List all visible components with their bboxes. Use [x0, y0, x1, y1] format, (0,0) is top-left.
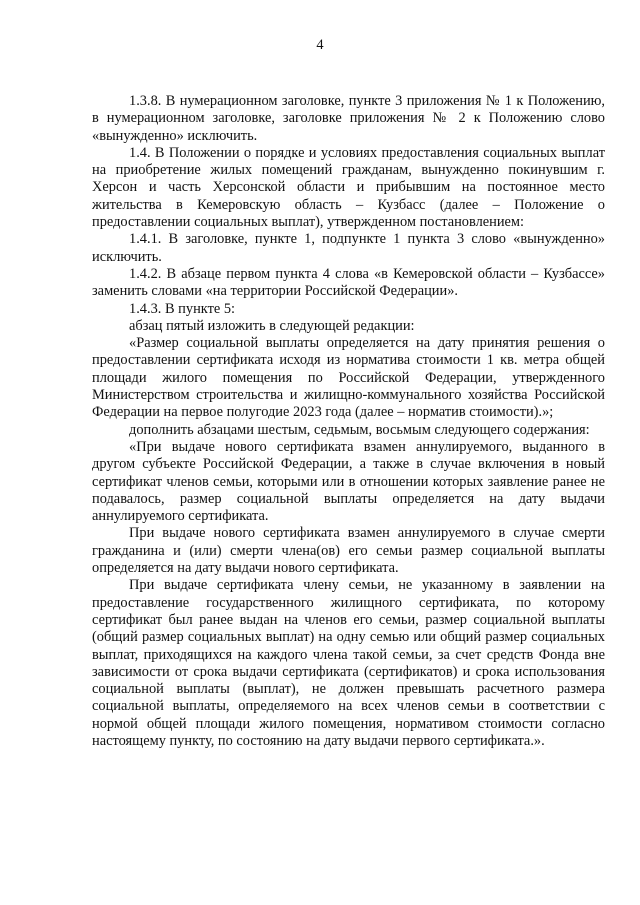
page-number: 4: [316, 37, 324, 53]
paragraph-pri-vydache-3: При выдаче сертификата члену семьи, не указанному в заявлении на предоставление государственного жилищного сертификата, по которому сертификат был ранее выдан на членов его семьи, размер социальной выплаты (общий размер социальных выплат) на одну семью или общий размер социальных выплат, приходящихся на каждого члена такой семьи, за счет средств Фонда вне зависимости от срока выдачи сертификата (сертификатов) и срока использования социальной выплаты (выплат), не должен превышать расчетного размера социальной выплаты, определяемого на всех членов семьи в соответствии с нормой общей площади жилого помещения, нормативом стоимости согласно настоящему пункту, по состоянию на дату выдачи первого сертификата.».: [92, 577, 605, 749]
paragraph-1-4: 1.4. В Положении о порядке и условиях предоставления социальных выплат на приобретение жилых помещений гражданам, вынужденно покинувшим г. Херсон и часть Херсонской области и прибывшим на постоянное место жительства в Кемеровскую область – Кузбасс (далее – Положение о предоставлении социальных выплат), утвержденном постановлением:: [92, 144, 605, 231]
document-body: [92, 93, 605, 750]
paragraph-quote-razmer: «Размер социальной выплаты определяется на дату принятия решения о предоставлении сертификата исходя из норматива стоимости 1 кв. метра общей площади жилого помещения по Российской Федерации, утвержденного Министерством строительства и жилищно-коммунального хозяйства Российской Федерации на первое полугодие 2023 года (далее – норматив стоимости).»;: [92, 335, 605, 421]
paragraph-dopolnit: дополнить абзацами шестым, седьмым, восьмым следующего содержания:: [129, 421, 590, 438]
paragraph-pri-vydache-2: При выдаче нового сертификата взамен аннулируемого в случае смерти гражданина и (или) смерти члена(ов) его семьи размер социальной выплаты определяется на дату выдачи нового сертификата.: [92, 525, 605, 577]
paragraph-1-4-1: 1.4.1. В заголовке, пункте 1, подпункте 1 пункта 3 слово «вынужденно» исключить.: [92, 231, 605, 265]
paragraph-1-4-2: 1.4.2. В абзаце первом пункта 4 слова «в Кемеровской области – Кузбассе» заменить словами «на территории Российской Федерации».: [92, 265, 605, 300]
paragraph-abzac-piatyi: абзац пятый изложить в следующей редакции:: [129, 317, 415, 334]
paragraph-quote-pri-vydache-1: «При выдаче нового сертификата взамен аннулируемого, выданного в другом субъекте Российской Федерации, а также в случае включения в новый сертификат членов семьи, которыми или в отношении которых заявление ранее не подавалось, размер социальной выплаты определяется на дату выдачи аннулируемого сертификата.: [92, 438, 605, 525]
paragraph-1-4-3: 1.4.3. В пункте 5:: [129, 300, 236, 317]
paragraph-1-3-8: 1.3.8. В нумерационном заголовке, пункте 3 приложения № 1 к Положению, в нумерационном заголовке, заголовке приложения № 2 к Положению слово «вынужденно» исключить.: [92, 93, 605, 144]
